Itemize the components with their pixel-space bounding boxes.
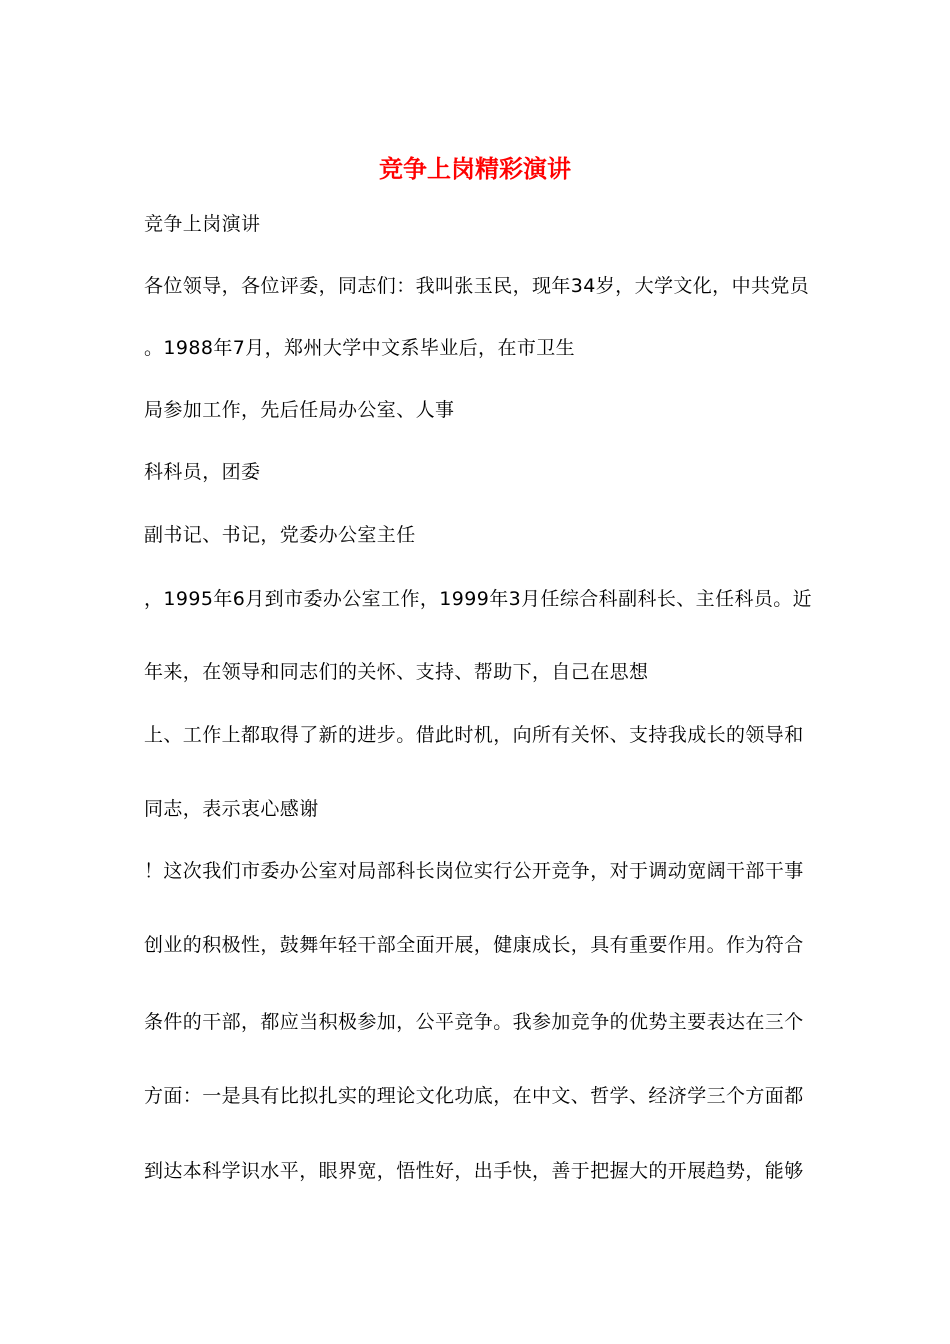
paragraph-line: ！这次我们市委办公室对局部科长岗位实行公开竞争，对于调动宽阔干部干事 (144, 860, 804, 882)
paragraph-line: 竞争上岗演讲 (144, 213, 261, 235)
paragraph-line: 各位领导，各位评委，同志们：我叫张玉民，现年34岁，大学文化，中共党员 (144, 275, 810, 297)
document-title: 竞争上岗精彩演讲 (379, 155, 571, 183)
paragraph-line: 同志，表示衷心感谢 (144, 798, 319, 820)
paragraph-line: 条件的干部，都应当积极参加，公平竞争。我参加竞争的优势主要表达在三个 (144, 1011, 804, 1033)
paragraph-line: 局参加工作，先后任局办公室、人事 (144, 399, 455, 421)
paragraph-line: 创业的积极性，鼓舞年轻干部全面开展，健康成长，具有重要作用。作为符合 (144, 934, 804, 956)
paragraph-line: 到达本科学识水平，眼界宽，悟性好，出手快，善于把握大的开展趋势，能够 (144, 1160, 804, 1182)
paragraph-line: 上、工作上都取得了新的进步。借此时机，向所有关怀、支持我成长的领导和 (144, 724, 804, 746)
paragraph-line: 方面：一是具有比拟扎实的理论文化功底，在中文、哲学、经济学三个方面都 (144, 1085, 804, 1107)
paragraph-line: ，1995年6月到市委办公室工作，1999年3月任综合科副科长、主任科员。近 (144, 588, 813, 610)
paragraph-line: 科科员，团委 (144, 461, 261, 483)
paragraph-line: 。1988年7月，郑州大学中文系毕业后，在市卫生 (144, 337, 576, 359)
paragraph-line: 副书记、书记，党委办公室主任 (144, 524, 416, 546)
paragraph-line: 年来，在领导和同志们的关怀、支持、帮助下，自己在思想 (144, 661, 649, 683)
